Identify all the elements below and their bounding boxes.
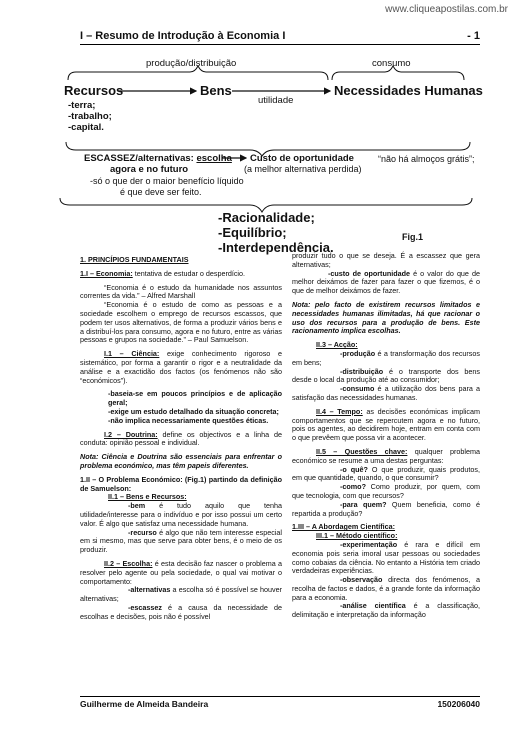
- footer-code: 150206040: [437, 699, 480, 709]
- paragraph: [80, 431, 282, 449]
- quote-samuelson: “Economia é o estudo de como as pessoas e a sociedade escolhem o emprego de recursos escassos, que podem ter usos alternativos, de forma a produzir vários bens e a distribuí-los para consumo, agora e no futuro, entre as várias pessoas e grupos na sociedade.” – Paul Samuelson.: [80, 300, 282, 345]
- label-utilidade: utilidade: [258, 95, 294, 106]
- text: é a classificação, delimitação e interpretação da informação: [292, 601, 481, 620]
- term: -bem: [128, 501, 146, 511]
- subsection-heading: I.1 – Ciência:: [104, 349, 160, 359]
- term: -o quê?: [340, 464, 368, 474]
- subsection-heading: I.2 – Doutrina:: [104, 429, 158, 439]
- text: é a transformação dos recursos em bens;: [292, 348, 480, 367]
- term: -experimentação: [340, 539, 398, 549]
- term: -alternativas: [128, 585, 171, 595]
- subsection-heading: II.2 – Escolha:: [104, 558, 153, 568]
- paragraph: produzir tudo o que se deseja. É a escassez que gera alternativas;: [292, 251, 480, 269]
- header-title: I – Resumo de Introdução à Economia I: [80, 30, 286, 42]
- text: qualquer problema económico se resume a uma destas perguntas:: [292, 446, 480, 465]
- footer-author: Guilherme de Almeida Bandeira: [80, 699, 209, 709]
- escassez-label: ESCASSEZ/alternativas:: [84, 153, 197, 164]
- list-item: -baseia-se em poucos princípios e de aplicação geral;: [108, 389, 282, 408]
- subsection-heading: II.5 – Questões chave:: [316, 446, 408, 456]
- text: O que produzir, quais produtos, em que quantidade, quando, o que consumir?: [292, 464, 480, 483]
- item-capital: -capital.: [68, 122, 104, 133]
- subsection-heading: II.1 – Bens e Recursos:: [108, 492, 187, 502]
- paragraph: [80, 560, 282, 586]
- paragraph: [80, 502, 282, 528]
- term: -recurso: [128, 527, 157, 537]
- watermark: www.cliqueapostilas.com.br: [385, 4, 508, 15]
- paragraph: [80, 350, 282, 385]
- right-column: [292, 252, 480, 625]
- paragraph: [292, 576, 480, 602]
- node-agora-futuro: agora e no futuro: [110, 164, 189, 175]
- term: -consumo: [340, 384, 375, 394]
- label-almoco: “não há almoços grátis”;: [378, 154, 475, 164]
- node-bens: Bens: [200, 83, 232, 98]
- text: é a causa da necessidade de escolhas e decisões, pois não é possível: [80, 602, 282, 621]
- text: é tudo aquilo que tenha utilidade/interesse para o indivíduo e por isso possui um certo valor. É algo que satisfaz uma necessidade humana.: [80, 501, 282, 528]
- section-heading: 1.III – A Abordagem Científica:: [292, 522, 396, 532]
- text: directa dos fenómenos, a recolha de factos e dados, é a grande fonte da informação para a economia.: [292, 575, 480, 602]
- paragraph: [80, 604, 282, 622]
- text: é algo que não tem interesse especial em si mesmo, mas que serve para obter bens, é o meio de os produzir.: [80, 527, 282, 555]
- term: -análise científica: [340, 601, 406, 611]
- node-escassez: [84, 153, 232, 164]
- list-item: -não implica necessariamente questões éticas.: [108, 415, 269, 425]
- paragraph: [80, 529, 282, 555]
- paragraph: [292, 501, 480, 519]
- text: é o transporte dos bens desde o local da produção até ao consumidor;: [292, 366, 480, 385]
- economy-diagram: [0, 0, 520, 255]
- paragraph: [292, 541, 480, 576]
- page-footer: [80, 696, 480, 709]
- term: -custo de oportunidade: [328, 268, 411, 278]
- term: -observação: [340, 575, 383, 585]
- text: é rara e difícil em economia pois seria imoral usar pessoas ou sociedades como cobaias da ciência. No entanto a História tem criado verdadeiras experiências.: [292, 539, 480, 576]
- text: Quem beneficia, como é repartida a produção?: [292, 499, 480, 518]
- paragraph: [80, 586, 282, 604]
- term: -produção: [340, 348, 376, 358]
- section-heading: 1. PRINCÍPIOS FUNDAMENTAIS: [80, 255, 189, 264]
- item-trabalho: -trabalho;: [68, 111, 112, 122]
- term: -distribuição: [340, 366, 384, 376]
- term: -como?: [340, 482, 366, 492]
- text: é esta decisão faz nascer o problema a resolver pelo agente ou pela sociedade, o qual vai motivar o comportamento:: [80, 558, 283, 586]
- paragraph: [292, 448, 480, 466]
- note: Nota: pelo facto de existirem recursos limitados e necessidades humanas ilimitadas, há que racionar o uso dos recursos para a produção de bens. Este racionamento implica escolhas.: [292, 299, 480, 336]
- paragraph: [292, 350, 480, 368]
- subsection-heading: II.3 – Acção:: [316, 340, 358, 350]
- node-recursos: Recursos: [64, 83, 124, 98]
- text: exige conhecimento rigoroso e sistemático, por forma a garantir o rigor e a neutralidade da análise e a exactidão dos factos (os fenómenos não são “económicos”).: [80, 349, 282, 385]
- label-so-b: é que deve ser feito.: [120, 187, 202, 197]
- paragraph: [292, 602, 480, 620]
- principle-equilibrio: -Equilíbrio;: [218, 225, 287, 240]
- figure-label: Fig.1: [402, 232, 424, 242]
- paragraph: [292, 483, 480, 501]
- page-number: - 1: [467, 30, 480, 42]
- subsection-heading: 1.I – Economia:: [80, 268, 133, 278]
- label-melhor: (a melhor alternativa perdida): [244, 164, 362, 174]
- term: -para quem?: [340, 499, 387, 509]
- paragraph: [292, 368, 480, 386]
- subsection-heading: II.4 – Tempo:: [316, 406, 363, 416]
- paragraph: [292, 466, 480, 484]
- paragraph: [292, 270, 480, 296]
- text: é o valor do que de melhor deixámos de fazer para fazer o que fizemos, é o que de melhor deixámos de fazer.: [292, 268, 480, 296]
- escolha-label: escolha: [196, 153, 232, 164]
- label-production: produção/distribuição: [146, 58, 237, 69]
- term: -escassez: [128, 602, 162, 612]
- subsection-heading: III.1 – Método científico:: [316, 531, 398, 541]
- node-custo: Custo de oportunidade: [250, 153, 354, 164]
- text: as decisões económicas implicam comportamentos que se repercutem agora e no futuro, pois os agentes, ao decidirem hoje, entram em conta com o que prevêem que possa vir a acontecer.: [292, 406, 480, 443]
- paragraph: [292, 385, 480, 403]
- text: a escolha só é possível se houver alternativas;: [80, 585, 282, 604]
- paragraph: [80, 270, 282, 279]
- principle-racionalidade: -Racionalidade;: [218, 210, 315, 225]
- text: define os objectivos e a linha de conduta: opinião pessoal e individual.: [80, 429, 282, 448]
- section-heading: 1.II – O Problema Económico: (Fig.1) partindo da definição de Samuelson:: [80, 474, 282, 493]
- list-item: -exige um estudo detalhado da situação concreta;: [108, 406, 279, 416]
- text: é a utilização dos bens para a satisfação das necessidades humanas.: [292, 384, 480, 402]
- label-so-a: -só o que der o maior benefício líquido: [90, 176, 244, 186]
- principle-interdependencia: -Interdependência.: [218, 240, 334, 255]
- note: Nota: Ciência e Doutrina são essenciais para enfrentar o problema económico, mas têm papeis diferentes.: [80, 452, 282, 470]
- paragraph: [292, 408, 480, 443]
- text: tentativa de estudar o desperdício.: [132, 268, 246, 278]
- text: Como produzir, por quem, com que tecnologia, com que recursos?: [292, 482, 480, 500]
- quote-marshall: “Economia é o estudo da humanidade nos assuntos correntes da vida.” – Alfred Marshall: [80, 282, 282, 301]
- node-necessidades: Necessidades Humanas: [334, 83, 483, 98]
- label-consumption: consumo: [372, 58, 411, 69]
- left-column: [80, 256, 282, 626]
- item-terra: -terra;: [68, 100, 96, 111]
